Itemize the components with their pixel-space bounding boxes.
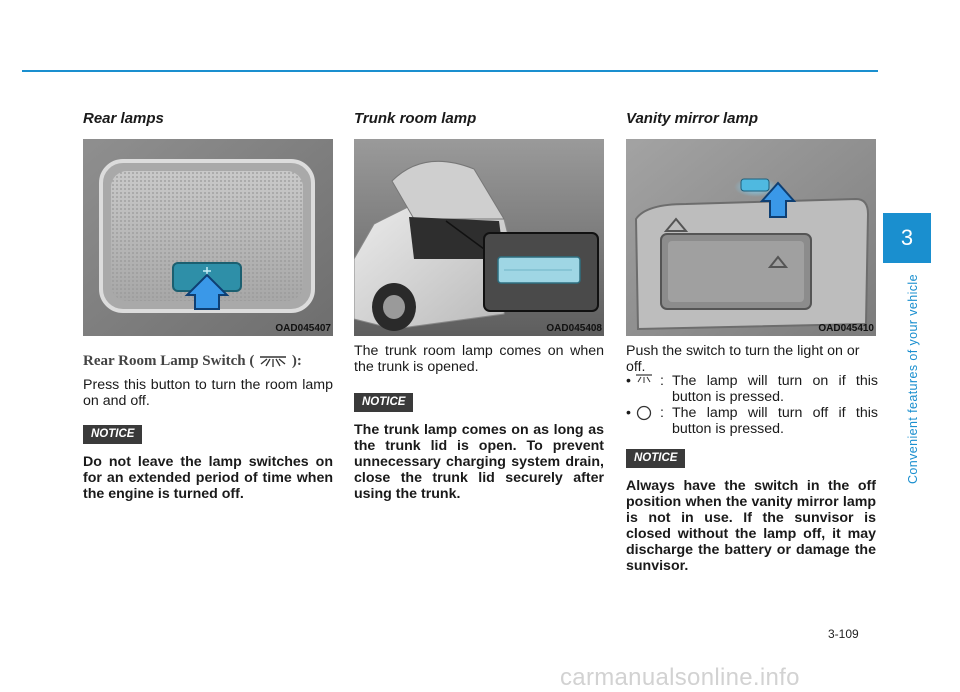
page-number: 3-109 bbox=[828, 627, 859, 641]
list-item-text: The lamp will turn off if this button is pressed. bbox=[672, 405, 878, 437]
lamp-rays-icon bbox=[258, 355, 288, 369]
figure-code: OAD045408 bbox=[546, 323, 602, 334]
lamp-on-icon bbox=[634, 373, 654, 387]
chapter-tab: 3 bbox=[883, 213, 931, 263]
figure-code: OAD045410 bbox=[818, 323, 874, 334]
vanity-lamp-figure bbox=[626, 139, 876, 336]
list-item-text: The lamp will turn on if this button is pressed. bbox=[672, 373, 878, 405]
trunk-illustration bbox=[354, 139, 604, 336]
switch-label: Rear Room Lamp Switch ( ): bbox=[83, 353, 302, 369]
list-item: • : The lamp will turn on if this button is pressed. bbox=[626, 373, 878, 405]
watermark: carmanualsonline.info bbox=[560, 664, 800, 691]
list-item: • : The lamp will turn off if this button is pressed. bbox=[626, 405, 878, 437]
sunvisor-illustration bbox=[626, 139, 876, 336]
figure-code: OAD045407 bbox=[275, 323, 331, 334]
notice-text: Do not leave the lamp switches on for an extended period of time when the engine is turned off. bbox=[83, 454, 333, 502]
header-rule bbox=[22, 70, 878, 72]
body-text: Push the switch to turn the light on or off. bbox=[626, 343, 860, 375]
rear-lamp-figure bbox=[83, 139, 333, 336]
section-heading: Trunk room lamp bbox=[354, 110, 477, 127]
notice-badge: NOTICE bbox=[626, 449, 685, 468]
body-text: The trunk room lamp comes on when the trunk is opened. bbox=[354, 343, 604, 375]
switch-position-list bbox=[626, 373, 878, 437]
lamp-off-circle-icon bbox=[634, 405, 654, 421]
section-heading: Rear lamps bbox=[83, 110, 164, 127]
rear-room-lamp-illustration bbox=[83, 139, 333, 336]
notice-text: Always have the switch in the off position when the vanity mirror lamp is not in use. If the sunvisor is closed without the lamp off, it may discharge the battery or damage the sunvisor. bbox=[626, 478, 876, 574]
notice-badge: NOTICE bbox=[83, 425, 142, 444]
body-text: Press this button to turn the room lamp on and off. bbox=[83, 377, 333, 409]
chapter-title: Convenient features of your vehicle bbox=[906, 274, 920, 484]
notice-text: The trunk lamp comes on as long as the trunk lid is open. To prevent unnecessary charging system drain, close the trunk lid securely after using the trunk. bbox=[354, 422, 604, 502]
notice-badge: NOTICE bbox=[354, 393, 413, 412]
section-heading: Vanity mirror lamp bbox=[626, 110, 758, 127]
trunk-lamp-figure bbox=[354, 139, 604, 336]
